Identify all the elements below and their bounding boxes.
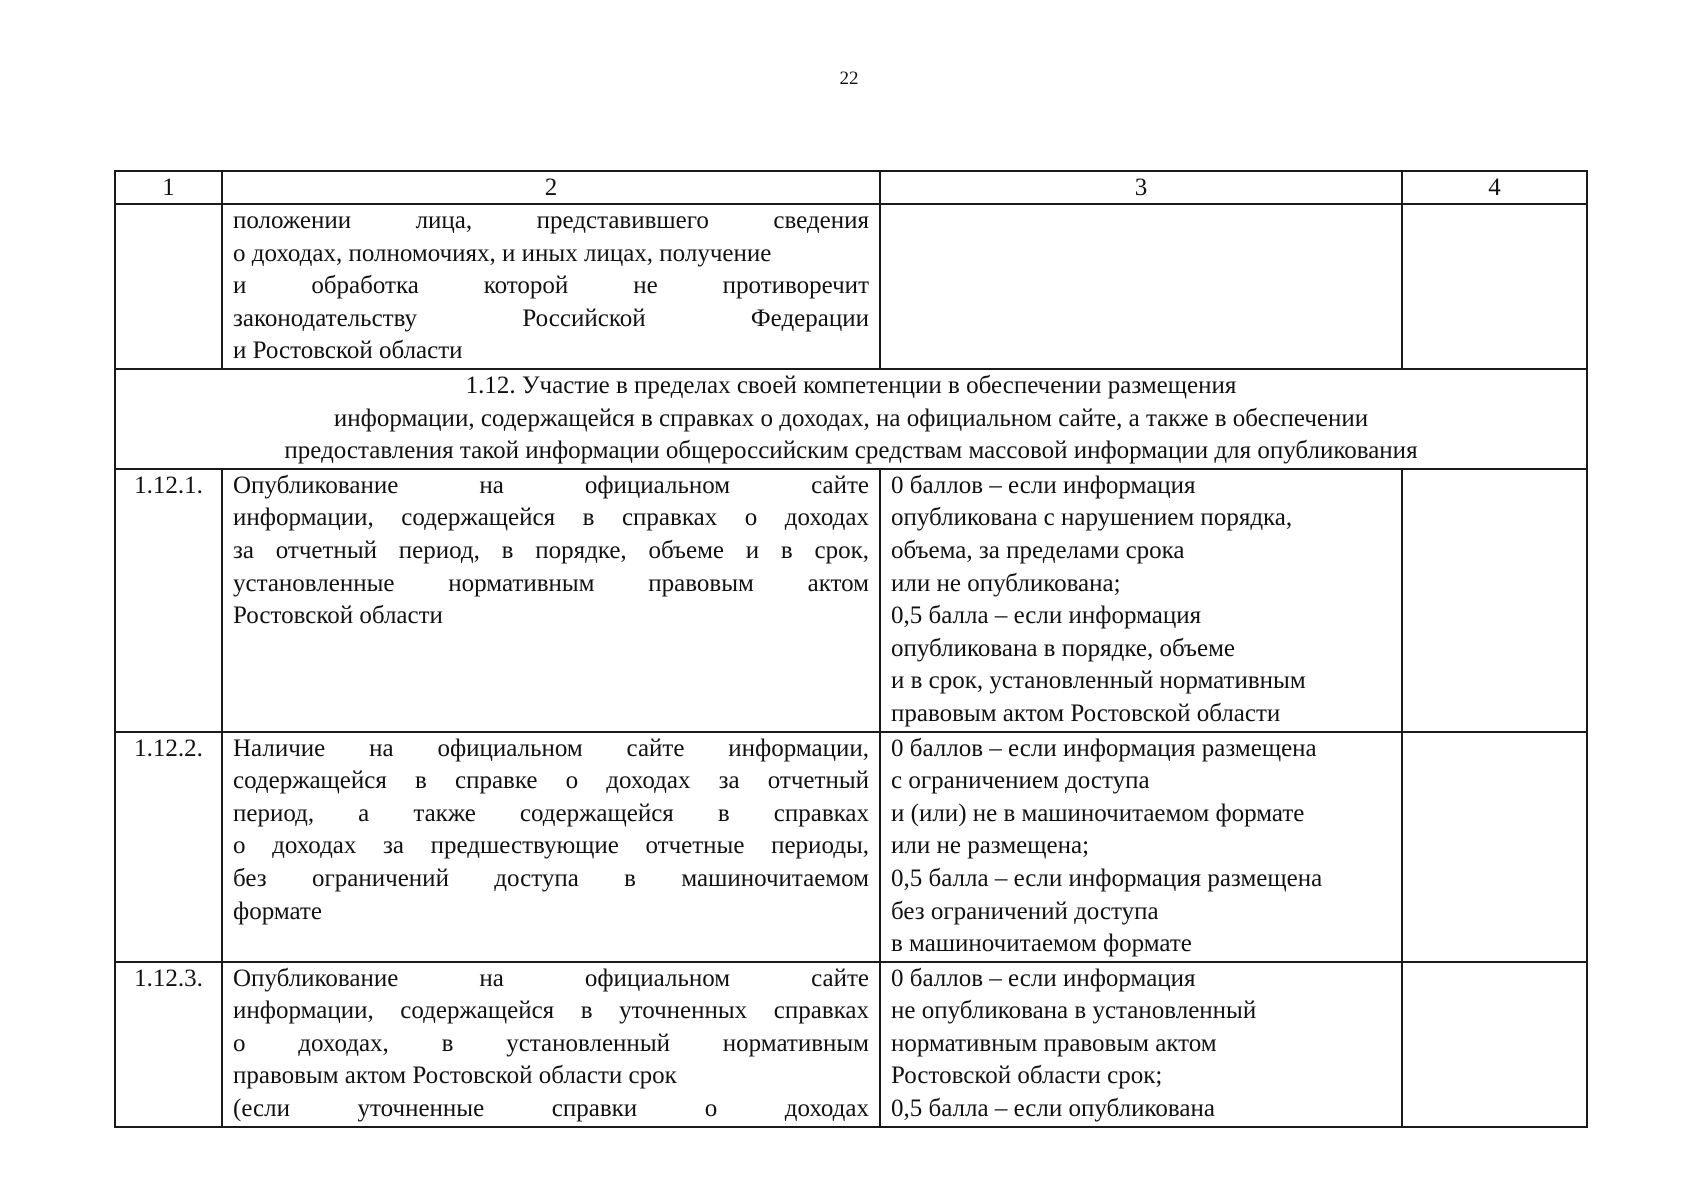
text-line: 0 баллов – если информация bbox=[891, 471, 1196, 499]
criterion-text-cell bbox=[222, 732, 880, 962]
text-line: и (или) не в машиночитаемом формате bbox=[891, 799, 1305, 827]
criterion-text-cell bbox=[222, 204, 880, 369]
notes-cell bbox=[1402, 962, 1587, 1127]
table-row-1-12-1 bbox=[115, 469, 1587, 732]
text-line: правовым актом Ростовской области срок bbox=[233, 1062, 677, 1090]
text-line: законодательству Российской Федерации bbox=[233, 304, 869, 332]
section-heading-line: 1.12. Участие в пределах своей компетенции в обеспечении размещения bbox=[465, 372, 1237, 399]
text-line: за отчетный период, в порядке, объеме и в срок, bbox=[233, 536, 869, 564]
section-heading-row bbox=[115, 369, 1587, 469]
row-number-cell: 1.12.1. bbox=[115, 469, 222, 732]
criterion-text-cell bbox=[222, 962, 880, 1127]
row-number-cell: 1.12.2. bbox=[115, 732, 222, 962]
text-line: формате bbox=[233, 897, 322, 925]
table-row-continuation bbox=[115, 204, 1587, 369]
text-line: опубликована с нарушением порядка, bbox=[891, 504, 1293, 532]
text-line: 0,5 балла – если опубликована bbox=[891, 1095, 1215, 1123]
text-line: информации, содержащейся в справках о доходах bbox=[233, 504, 869, 532]
criterion-text-cell bbox=[222, 469, 880, 732]
text-line: или не размещена; bbox=[891, 832, 1090, 860]
text-line: без ограничений доступа в машиночитаемом bbox=[233, 864, 869, 892]
text-line: установленные нормативным правовым актом bbox=[233, 569, 869, 597]
score-cell bbox=[880, 204, 1402, 369]
text-line: правовым актом Ростовской области bbox=[891, 699, 1281, 727]
text-line: нормативным правовым актом bbox=[891, 1029, 1217, 1057]
text-line: содержащейся в справке о доходах за отчетный bbox=[233, 767, 869, 795]
text-line: 0,5 балла – если информация bbox=[891, 602, 1202, 630]
text-line: опубликована в порядке, объеме bbox=[891, 634, 1235, 662]
criteria-table bbox=[114, 170, 1588, 1128]
row-number-cell: 1.12.3. bbox=[115, 962, 222, 1127]
text-line: Ростовской области bbox=[233, 602, 443, 630]
text-line: о доходах, в установленный нормативным bbox=[233, 1029, 869, 1057]
text-line: 0 баллов – если информация размещена bbox=[891, 734, 1317, 762]
text-line: положении лица, представившего сведения bbox=[233, 207, 869, 234]
text-line: информации, содержащейся в уточненных справках bbox=[233, 997, 869, 1025]
column-header-3: 3 bbox=[880, 171, 1402, 204]
text-line: Опубликование на официальном сайте bbox=[233, 471, 869, 499]
text-line: (если уточненные справки о доходах bbox=[233, 1095, 869, 1123]
text-line: объема, за пределами срока bbox=[891, 536, 1185, 564]
text-line: о доходах за предшествующие отчетные периоды, bbox=[233, 832, 869, 860]
text-line: с ограничением доступа bbox=[891, 767, 1150, 795]
text-line: период, а также содержащейся в справках bbox=[233, 799, 869, 827]
section-heading-line: предоставления такой информации общероссийским средствам массовой информации для опубликования bbox=[284, 437, 1418, 465]
notes-cell bbox=[1402, 469, 1587, 732]
section-heading bbox=[115, 369, 1587, 469]
text-line: и Ростовской области bbox=[233, 337, 463, 365]
page-number: 22 bbox=[839, 68, 859, 89]
text-line: Наличие на официальном сайте информации, bbox=[233, 734, 869, 762]
text-line: без ограничений доступа bbox=[891, 897, 1159, 925]
score-cell bbox=[880, 962, 1402, 1127]
text-line: о доходах, полномочиях, и иных лицах, получение bbox=[233, 239, 772, 267]
text-line: 0,5 балла – если информация размещена bbox=[891, 864, 1323, 892]
row-number-cell bbox=[115, 204, 222, 369]
table-row-1-12-2 bbox=[115, 732, 1587, 962]
notes-cell bbox=[1402, 204, 1587, 369]
text-line: и в срок, установленный нормативным bbox=[891, 667, 1306, 695]
column-header-4: 4 bbox=[1402, 171, 1587, 204]
text-line: или не опубликована; bbox=[891, 569, 1121, 597]
table-row-1-12-3 bbox=[115, 962, 1587, 1127]
text-line: в машиночитаемом формате bbox=[891, 930, 1192, 958]
text-line: не опубликована в установленный bbox=[891, 997, 1257, 1025]
table-header-row bbox=[115, 171, 1587, 204]
text-line: Ростовской области срок; bbox=[891, 1062, 1163, 1090]
column-header-2: 2 bbox=[222, 171, 880, 204]
column-header-1: 1 bbox=[115, 171, 222, 204]
section-heading-line: информации, содержащейся в справках о доходах, на официальном сайте, а также в обеспечении bbox=[333, 404, 1369, 432]
notes-cell bbox=[1402, 732, 1587, 962]
score-cell bbox=[880, 469, 1402, 732]
score-cell bbox=[880, 732, 1402, 962]
text-line: 0 баллов – если информация bbox=[891, 964, 1196, 992]
text-line: и обработка которой не противоречит bbox=[233, 272, 869, 300]
text-line: Опубликование на официальном сайте bbox=[233, 964, 869, 992]
